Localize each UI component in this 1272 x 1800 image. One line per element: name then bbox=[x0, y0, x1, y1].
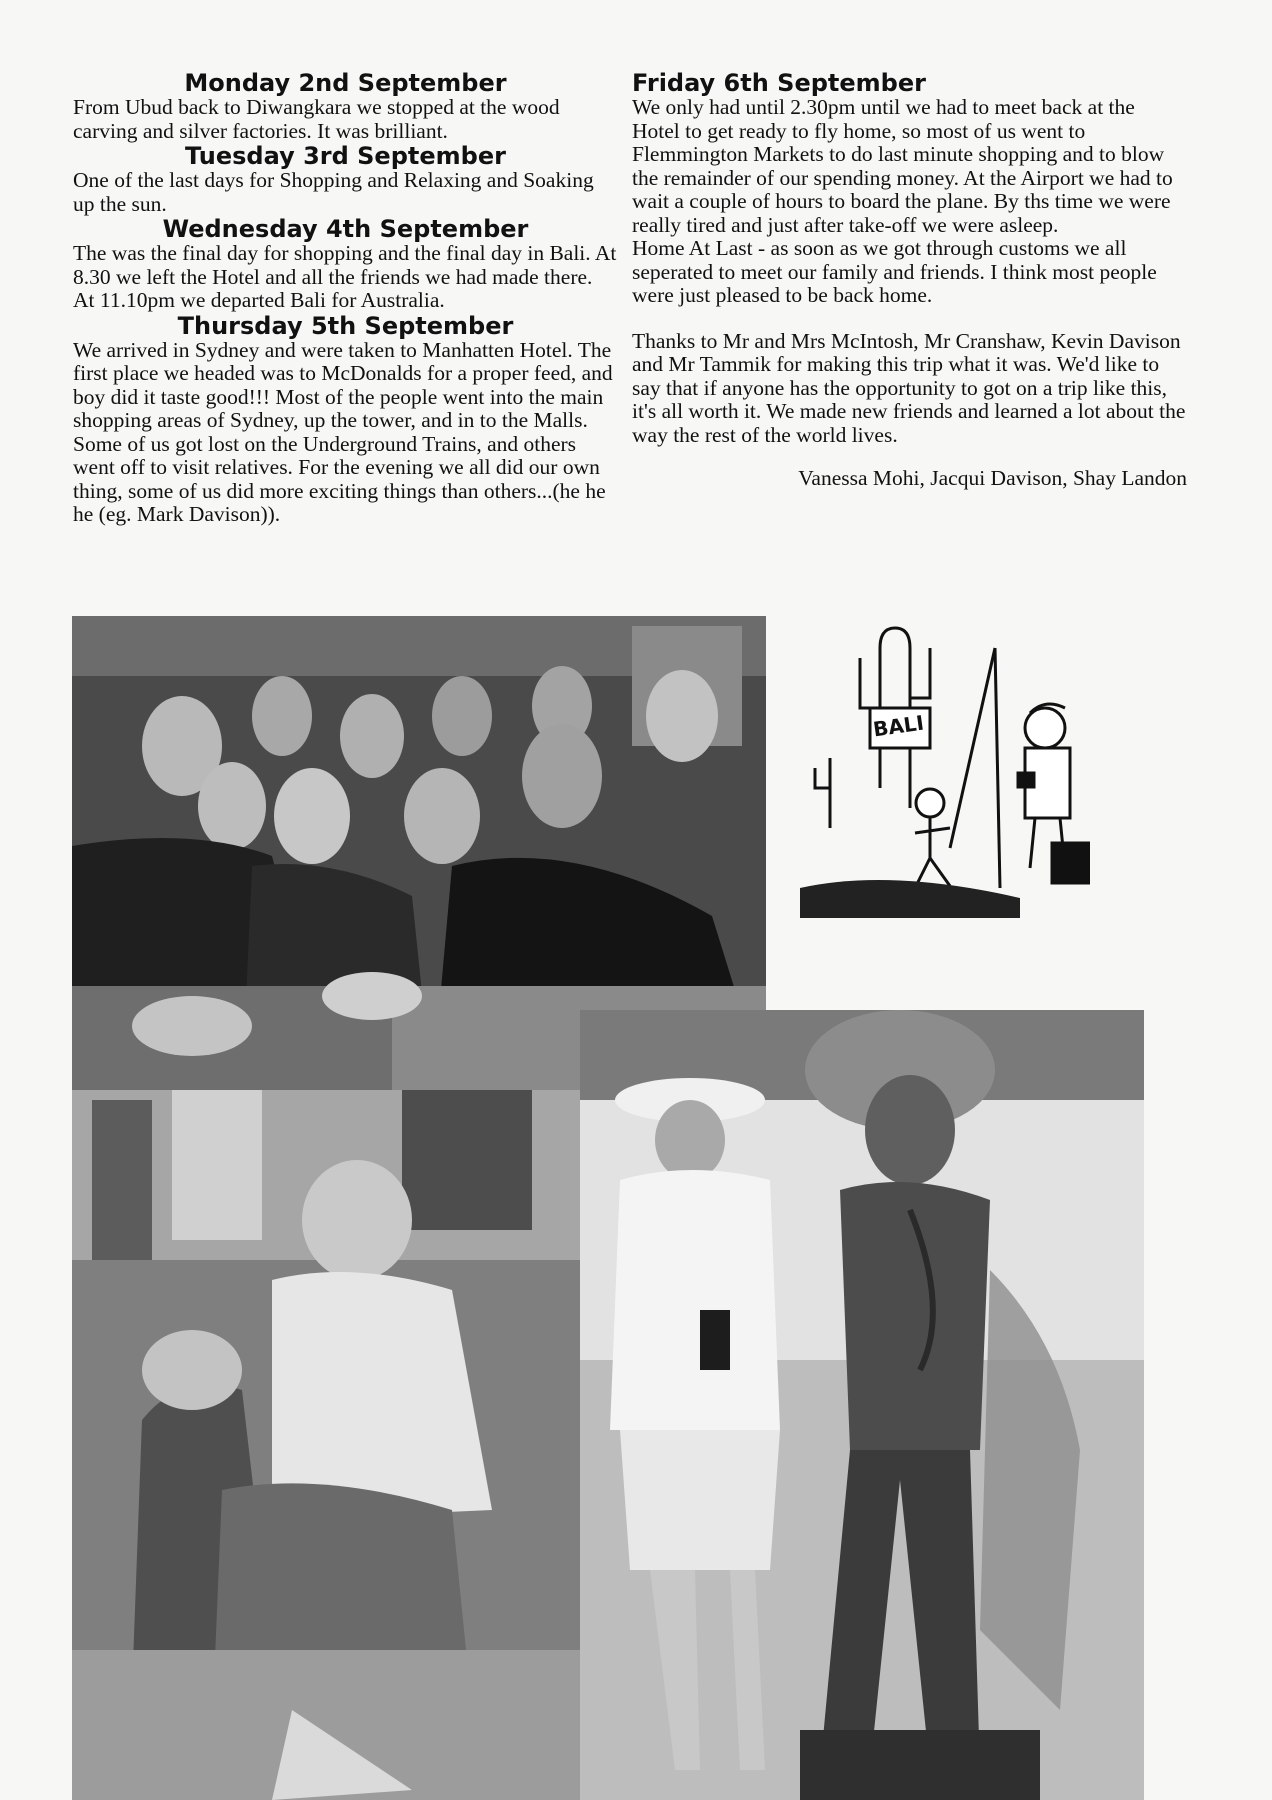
monday-heading: Monday 2nd September bbox=[184, 69, 507, 97]
statue-photo bbox=[580, 1010, 1144, 1800]
wednesday-heading: Wednesday 4th September bbox=[162, 215, 529, 243]
thursday-text: We arrived in Sydney and were taken to Manhatten Hotel. The first place we headed was to McDonalds for a proper feed, and boy did it taste good!!! Most of the people went into the main shopping areas of Sydney, up the tower, and in to the Malls. Some of us got lost on the Underground Trains, and others went off to visit relatives. For the evening we all did our own thing, some of us did more exciting things than others...(he he he (eg. Mark Davison)). bbox=[73, 337, 613, 526]
tuesday-heading: Tuesday 3rd September bbox=[185, 142, 506, 170]
bali-cartoon bbox=[790, 588, 1090, 948]
thursday-heading: Thursday 5th September bbox=[177, 311, 514, 340]
friday-heading: Friday 6th September bbox=[632, 69, 926, 97]
market-photo-image bbox=[72, 1090, 580, 1800]
home-at-last-text: Home At Last - as soon as we got through customs we all seperated to meet our family and friends. I think most people were just pleased to be back home. bbox=[632, 236, 1157, 307]
tuesday-text: One of the last days for Shopping and Relaxing and Soaking up the sun. bbox=[73, 168, 594, 216]
bali-sign-text: BALI bbox=[871, 710, 926, 742]
wednesday-text: The was the final day for shopping and the final day in Bali. At 8.30 we left the Hotel and all the friends we had made there. At 11.10pm we departed Bali for Australia. bbox=[73, 241, 617, 312]
author-signature: Vanessa Mohi, Jacqui Davison, Shay Landon bbox=[798, 466, 1187, 490]
market-photo bbox=[72, 1090, 580, 1800]
cartoon-illustration bbox=[790, 588, 1090, 948]
right-column bbox=[632, 70, 1187, 491]
friday-text: We only had until 2.30pm until we had to meet back at the Hotel to get ready to fly home, so most of us went to Flemmington Markets to do last minute shopping and to blow the remainder of our spending money. At the Airport we had to wait a couple of hours to board the plane. By ths time we were really tired and just after take-off we were asleep. bbox=[632, 95, 1173, 237]
thanks-text: Thanks to Mr and Mrs McIntosh, Mr Cranshaw, Kevin Davison and Mr Tammik for making this trip what it was. We'd like to say that if anyone has the opportunity to got on a trip like this, it's all worth it. We made new friends and learned a lot about the way the rest of the world lives. bbox=[632, 328, 1186, 447]
statue-photo-image bbox=[580, 1010, 1144, 1800]
monday-text: From Ubud back to Diwangkara we stopped at the wood carving and silver factories. It was brilliant. bbox=[73, 95, 560, 143]
left-column bbox=[73, 70, 618, 527]
